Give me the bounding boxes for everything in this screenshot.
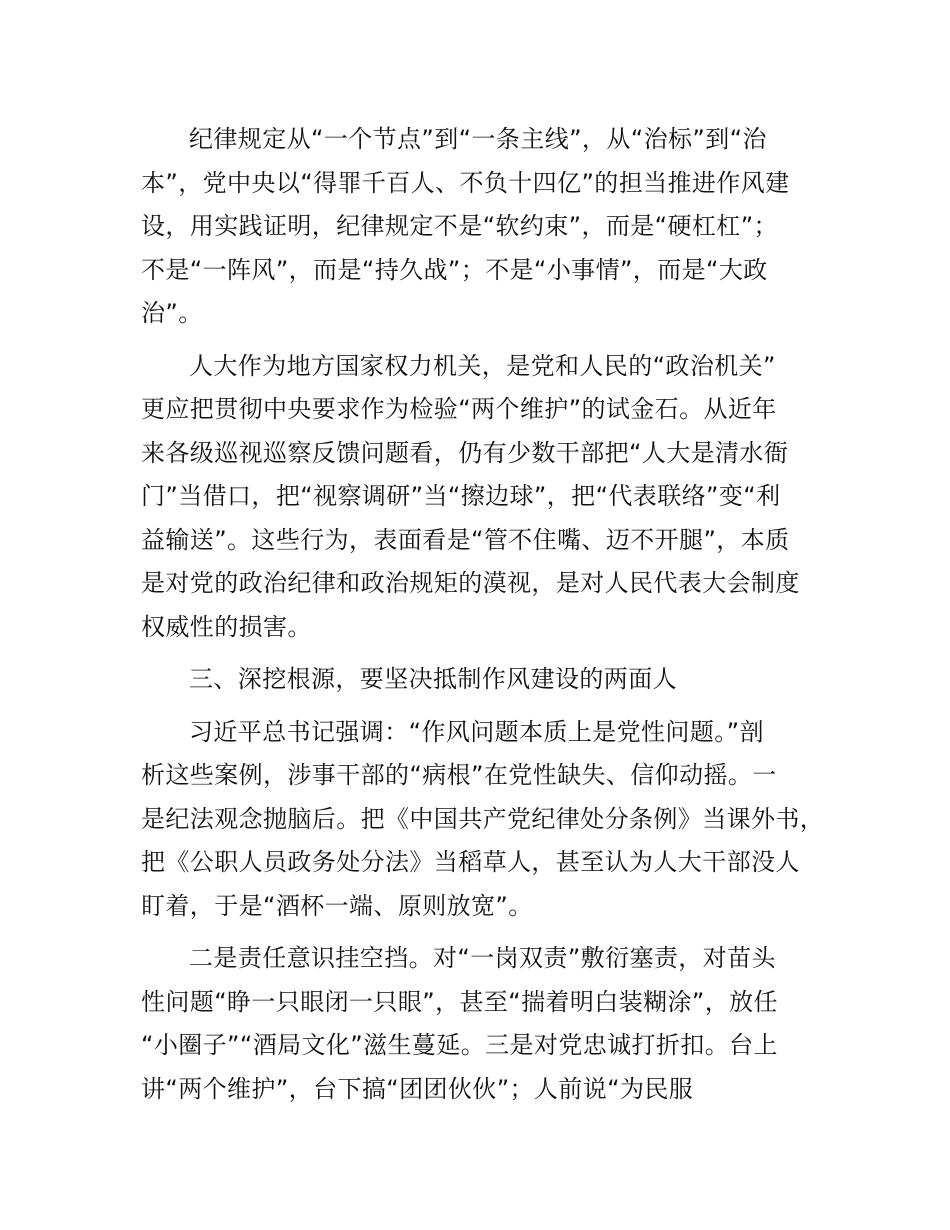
text-line: 是对党的政治纪律和政治规矩的漠视，是对人民代表大会制度: [141, 569, 800, 597]
section-heading: [141, 658, 841, 702]
text-line: 更应把贯彻中央要求作为检验“两个维护”的试金石。从近年: [141, 395, 777, 423]
text-line: 讲“两个维护”，台下搞“团团伙伙”；人前说“为民服: [141, 1074, 694, 1103]
paragraph-3: [141, 711, 841, 929]
text-line: 二是责任意识挂空挡。对“一岗双责”敷衍塞责，对苗头: [189, 944, 776, 972]
text-line: 析这些案例，涉事干部的“病根”在党性缺失、信仰动摇。一: [141, 761, 777, 789]
heading-line: 三、深挖根源，要坚决抵制作风建设的两面人: [189, 665, 677, 693]
paragraph-4: [141, 937, 841, 1111]
text-line: 把《公职人员政务处分法》当稻草人，甚至认为人大干部没人: [141, 848, 800, 876]
text-line: 是纪法观念抛脑后。把《中国共产党纪律处分条例》当课外书，: [141, 804, 825, 833]
paragraph-1: [141, 118, 841, 336]
text-line: 设，用实践证明，纪律规定不是“软约束”，而是“硬杠杠”；: [141, 212, 778, 240]
text-line: 门”当借口，把“视察调研”当“擦边球”，把“代表联络”变“利: [141, 482, 781, 510]
text-line: 权威性的损害。: [141, 612, 312, 641]
text-line: 习近平总书记强调：“作风问题本质上是党性问题。”剖: [189, 717, 764, 746]
text-line: 治”。: [141, 299, 203, 327]
text-line: 纪律规定从“一个节点”到“一条主线”，从“治标”到“治: [189, 125, 767, 153]
text-line: “小圈子”“酒局文化”滋生蔓延。三是对党忠诚打折扣。台上: [141, 1031, 778, 1059]
text-line: 人大作为地方国家权力机关，是党和人民的“政治机关”: [189, 351, 776, 380]
text-line: 本”，党中央以“得罪千百人、不负十四亿”的担当推进作风建: [141, 168, 790, 197]
text-line: 不是“一阵风”，而是“持久战”；不是“小事情”，而是“大政: [141, 255, 768, 284]
text-line: 性问题“睁一只眼闭一只眼”，甚至“揣着明白装糊涂”，放任: [141, 987, 778, 1016]
paragraph-2: [141, 345, 841, 650]
text-line: 益输送”。这些行为，表面看是“管不住嘴、迈不开腿”，本质: [141, 525, 790, 554]
text-line: 盯着，于是“酒杯一端、原则放宽”。: [141, 891, 533, 920]
document-body: [141, 118, 841, 1111]
text-line: 来各级巡视巡察反馈问题看，仍有少数干部把“人大是清水衙: [141, 438, 789, 467]
